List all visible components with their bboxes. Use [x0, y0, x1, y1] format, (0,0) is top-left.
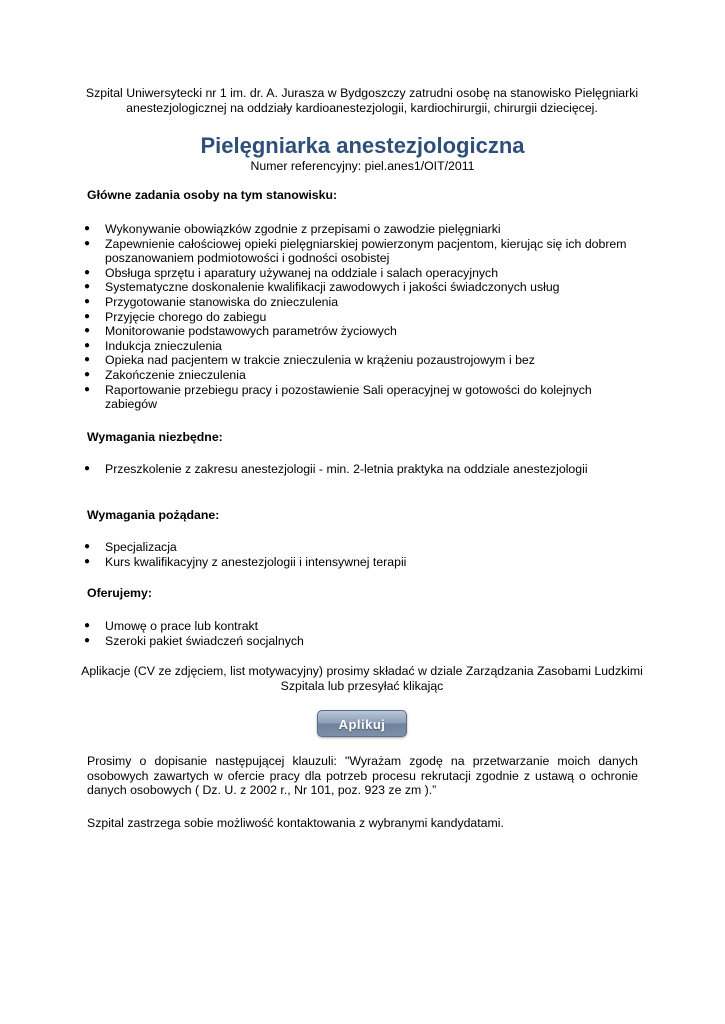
list-item-text: Kurs kwalifikacyjny z anestezjologii i intensywnej terapii [105, 554, 407, 569]
list-item [0, 462, 640, 477]
list-item-text: Raportowanie przebiegu pracy i pozostawienie Sali operacyjnej w gotowości do kolejnych zabiegów [105, 382, 592, 412]
bullet-dot-icon: ● [84, 223, 91, 234]
list-item-text: Przygotowanie stanowiska do znieczulenia [105, 294, 339, 309]
desired-heading: Wymagania pożądane: [87, 508, 220, 522]
bullet-dot-icon: ● [84, 295, 91, 307]
bullet-dot-icon: ● [84, 383, 91, 395]
list-item [0, 280, 640, 295]
list-item [0, 324, 640, 339]
list-item [0, 619, 640, 634]
list-item [0, 555, 640, 570]
offer-heading: Oferujemy: [87, 586, 152, 600]
desired-list [0, 540, 640, 569]
bullet-dot-icon: ● [84, 354, 91, 366]
list-item-text: Indukcja znieczulenia [105, 338, 222, 353]
bullet-dot-icon: ● [84, 237, 91, 249]
tasks-list [0, 222, 640, 412]
page-title: Pielęgniarka anestezjologiczna [200, 133, 525, 158]
bullet-dot-icon: ● [84, 325, 91, 337]
list-item-text: Specjalizacja [105, 540, 177, 554]
list-item-text: Zapewnienie całościowej opieki pielęgniarskiej powierzonym pacjentom, kierując się ich dobrem poszanowaniem podmiotowości i godności osobistej [105, 236, 627, 266]
reference-number: Numer referencyjny: piel.anes1/OIT/2011 [250, 159, 475, 173]
list-item-text: Szeroki pakiet świadczeń socjalnych [105, 633, 304, 648]
required-heading: Wymagania niezbędne: [87, 430, 223, 444]
bullet-dot-icon: ● [84, 266, 91, 278]
apply-instructions: Aplikacje (CV ze zdjęciem, list motywacyjny) prosimy składać w dziale Zarządzania Zasobami Ludzkimi Szpitala lub przesyłać klikając [81, 664, 643, 693]
list-item [0, 383, 640, 412]
list-item-text: Przyjęcie chorego do zabiegu [105, 309, 267, 324]
bullet-dot-icon: ● [84, 281, 91, 293]
list-item [0, 368, 640, 383]
list-item-text: Obsługa sprzętu i aparatury używanej na oddziale i salach operacyjnych [105, 265, 499, 280]
bullet-dot-icon: ● [84, 339, 91, 351]
tasks-heading: Główne zadania osoby na tym stanowisku: [87, 188, 338, 202]
list-item-text: Monitorowanie podstawowych parametrów życiowych [105, 324, 397, 339]
list-item-text: Przeszkolenie z zakresu anestezjologii - min. 2-letnia praktyka na oddziale anestezjologii [105, 462, 588, 476]
list-item [0, 339, 640, 354]
list-item-text: Zakończenie znieczulenia [105, 367, 246, 382]
list-item [0, 310, 640, 325]
list-item [0, 540, 640, 555]
required-list [0, 462, 640, 477]
list-item [0, 266, 640, 281]
list-item-text: Wykonywanie obowiązków zgodnie z przepisami o zawodzie pielęgniarki [105, 222, 501, 236]
intro-text: Szpital Uniwersytecki nr 1 im. dr. A. Jurasza w Bydgoszczy zatrudni osobę na stanowisko Pielęgniarki anestezjologicznej na oddziały kardioanestezjologii, kardiochirurgii, chirurgii dziecięcej. [85, 86, 639, 115]
list-item [0, 295, 640, 310]
list-item [0, 634, 640, 649]
list-item-text: Systematyczne doskonalenie kwalifikacji zawodowych i jakości świadczonych usług [105, 280, 560, 295]
bullet-dot-icon: ● [84, 463, 91, 474]
list-item-text: Opieka nad pacjentem w trakcie znieczulenia w krążeniu pozaustrojowym i bez [105, 353, 535, 368]
closing-note: Szpital zastrzega sobie możliwość kontaktowania z wybranymi kandydatami. [87, 816, 504, 830]
offer-list [0, 619, 640, 648]
bullet-dot-icon: ● [84, 555, 91, 567]
bullet-dot-icon: ● [84, 310, 91, 322]
bullet-dot-icon: ● [84, 541, 91, 552]
bullet-dot-icon: ● [84, 620, 91, 631]
list-item [0, 237, 640, 266]
consent-clause: Prosimy o dopisanie następującej klauzuli: "Wyrażam zgodę na przetwarzanie moich danych osobowych zawartych w ofercie pracy dla potrzeb procesu rekrutacji zgodnie z ustawą o ochronie danych osobowych ( Dz. U. z 2002 r., Nr 101, poz. 923 ze zm ).” [87, 754, 638, 798]
bullet-dot-icon: ● [84, 634, 91, 646]
apply-button[interactable]: Aplikuj [317, 710, 407, 737]
bullet-dot-icon: ● [84, 368, 91, 380]
list-item [0, 222, 640, 237]
list-item-text: Umowę o prace lub kontrakt [105, 619, 259, 633]
list-item [0, 353, 640, 368]
